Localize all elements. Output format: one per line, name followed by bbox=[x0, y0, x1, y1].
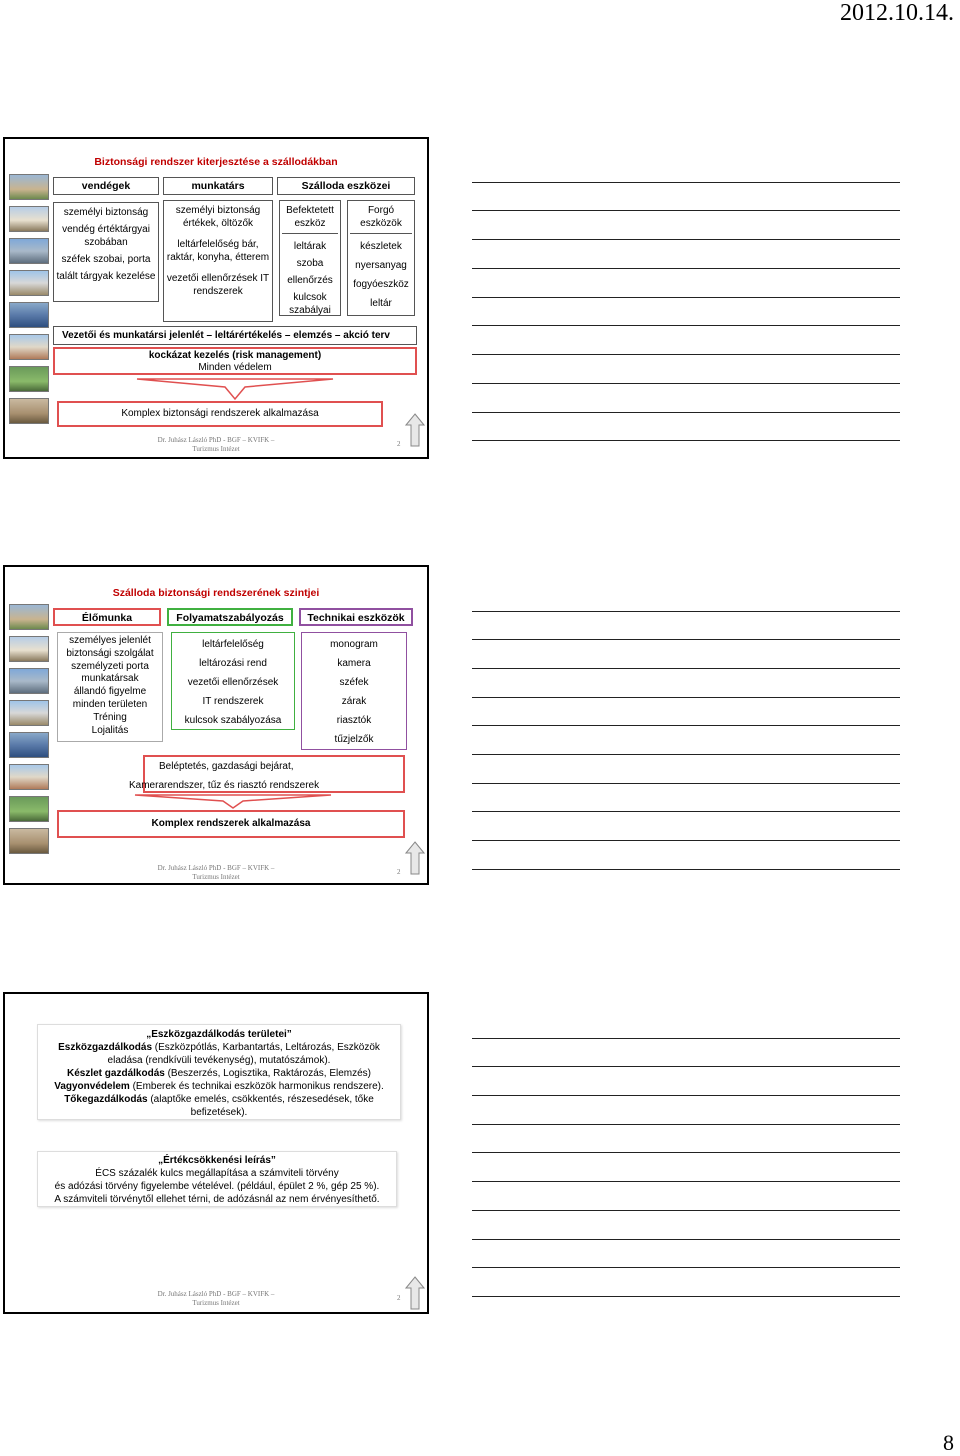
slide-number: 2 bbox=[397, 1294, 401, 1302]
fixed-assets-column bbox=[279, 200, 341, 316]
slide-footer bbox=[5, 436, 427, 454]
fixed-assets-line: szoba bbox=[296, 258, 324, 269]
notes-line bbox=[472, 1239, 900, 1240]
slide-footer bbox=[5, 1290, 427, 1308]
risk-subtitle: Minden védelem bbox=[198, 362, 272, 373]
slide-footer bbox=[5, 864, 427, 882]
notes-line bbox=[472, 412, 900, 413]
header-guests: vendégek bbox=[53, 177, 159, 195]
notes-line bbox=[472, 668, 900, 669]
term: Vagyonvédelem bbox=[54, 1081, 130, 1092]
guests-column bbox=[53, 202, 159, 302]
process-line: leltározási rend bbox=[199, 658, 267, 669]
panel-paragraph bbox=[44, 1041, 394, 1067]
entry-line: Beléptetés, gazdasági bejárat, bbox=[159, 761, 294, 772]
live-work-line: munkatársak bbox=[81, 673, 139, 685]
header-technical-tools: Technikai eszközök bbox=[299, 608, 413, 626]
notes-line bbox=[472, 1124, 900, 1125]
slide-security-levels bbox=[3, 565, 429, 885]
live-work-line: Tréning bbox=[93, 711, 127, 723]
staff-line: vezetői ellenőrzések IT rendszerek bbox=[166, 273, 270, 297]
term-description: (Emberek és technikai eszközök harmonikus rendszere). bbox=[129, 1081, 384, 1092]
current-assets-column bbox=[347, 200, 415, 316]
notes-line bbox=[472, 811, 900, 812]
live-work-line: minden területen bbox=[72, 698, 148, 710]
process-line: kulcsok szabályozása bbox=[184, 715, 282, 726]
term-description: (Beszerzés, Logisztika, Raktározás, Elemzés) bbox=[164, 1068, 371, 1079]
current-assets-line: leltár bbox=[370, 298, 392, 309]
notes-line bbox=[472, 1296, 900, 1297]
term: Eszközgazdálkodás bbox=[58, 1042, 153, 1053]
notes-line bbox=[472, 440, 900, 441]
notes-line bbox=[472, 268, 900, 269]
current-assets-line: fogyóeszköz bbox=[353, 279, 409, 290]
document-date: 2012.10.14. bbox=[840, 0, 954, 26]
technical-tools-column bbox=[301, 632, 407, 750]
slide-security-extension bbox=[3, 137, 429, 459]
panel-title: „Eszközgazdálkodás területei” bbox=[146, 1029, 292, 1040]
fixed-assets-line: leltárak bbox=[293, 241, 327, 252]
complex-systems-box: Komplex biztonsági rendszerek alkalmazása bbox=[57, 401, 383, 427]
header-staff: munkatárs bbox=[163, 177, 273, 195]
staff-line: leltárfelelőség bár, raktár, konyha, étterem bbox=[166, 239, 270, 263]
hotel-photo bbox=[9, 668, 49, 694]
term-description: (alaptőke emelés, csökkentés, részesedések, tőke befizetések). bbox=[147, 1094, 374, 1118]
panel-line: ÉCS százalék kulcs megállapítása a számviteli törvény bbox=[95, 1168, 339, 1179]
notes-line bbox=[472, 1210, 900, 1211]
technical-line: zárak bbox=[341, 696, 367, 707]
hotel-photo bbox=[9, 636, 49, 662]
process-line: vezetői ellenőrzések bbox=[187, 677, 279, 688]
slide-number: 2 bbox=[397, 440, 401, 448]
hotel-photo bbox=[9, 700, 49, 726]
notes-line bbox=[472, 840, 900, 841]
page-number: 8 bbox=[943, 1430, 954, 1455]
hotel-photo bbox=[9, 796, 49, 822]
hotel-photo bbox=[9, 828, 49, 854]
process-control-column bbox=[171, 632, 295, 730]
notes-line bbox=[472, 1038, 900, 1039]
footer-author: Dr. Juhász László PhD - BGF – KVIFK – bbox=[157, 864, 275, 872]
footer-institute: Turizmus Intézet bbox=[192, 873, 240, 881]
live-work-line: állandó figyelme bbox=[73, 686, 147, 698]
funnel-arrow bbox=[133, 793, 333, 809]
depreciation-panel bbox=[37, 1151, 397, 1207]
panel-paragraph bbox=[44, 1093, 394, 1119]
entry-systems-box bbox=[129, 755, 405, 793]
presence-bar: Vezetői és munkatársi jelenlét – leltárértékelés – elemzés – akció terv bbox=[53, 326, 417, 345]
technical-line: kamera bbox=[337, 658, 371, 669]
notes-line bbox=[472, 325, 900, 326]
current-assets-header: Forgó eszközök bbox=[350, 204, 412, 234]
current-assets-line: készletek bbox=[360, 241, 402, 252]
notes-line bbox=[472, 611, 900, 612]
hotel-photo bbox=[9, 732, 49, 758]
hotel-photo bbox=[9, 174, 49, 200]
guests-line: talált tárgyak kezelése bbox=[56, 271, 156, 282]
notes-line bbox=[472, 725, 900, 726]
guests-line: személyi biztonság bbox=[63, 207, 149, 218]
hotel-photo bbox=[9, 398, 49, 424]
header-hotel-assets: Szálloda eszközei bbox=[277, 177, 415, 195]
live-work-column bbox=[57, 632, 163, 742]
notes-line bbox=[472, 383, 900, 384]
hotel-photo-strip bbox=[9, 174, 51, 430]
staff-column bbox=[163, 200, 273, 322]
panel-line: A számviteli törvénytől ellehet térni, de adózásnál az nem érvényesíthető. bbox=[54, 1194, 380, 1205]
term-description: (Eszközpótlás, Karbantartás, Leltározás, Eszközök eladása (rendkívüli tevékenység), mutatószámok). bbox=[107, 1042, 380, 1066]
hotel-photo bbox=[9, 334, 49, 360]
hotel-photo bbox=[9, 302, 49, 328]
footer-institute: Turizmus Intézet bbox=[192, 1299, 240, 1307]
notes-line bbox=[472, 697, 900, 698]
guests-line: széfek szobai, porta bbox=[61, 254, 151, 265]
panel-paragraph bbox=[44, 1080, 394, 1093]
term: Készlet gazdálkodás bbox=[67, 1068, 165, 1079]
fixed-assets-line: kulcsok szabályai bbox=[289, 292, 331, 316]
process-line: IT rendszerek bbox=[202, 696, 264, 707]
panel-paragraph bbox=[44, 1067, 394, 1080]
notes-line bbox=[472, 1181, 900, 1182]
up-arrow-icon bbox=[405, 1276, 425, 1310]
footer-author: Dr. Juhász László PhD - BGF – KVIFK – bbox=[157, 436, 275, 444]
header-live-work: Élőmunka bbox=[53, 608, 161, 626]
guests-line: vendég értéktárgyai szobában bbox=[62, 224, 150, 248]
complex-systems-box: Komplex rendszerek alkalmazása bbox=[57, 810, 405, 838]
entry-line: Kamerarendszer, tűz és riasztó rendszerek bbox=[129, 780, 320, 791]
hotel-photo bbox=[9, 238, 49, 264]
notes-line bbox=[472, 783, 900, 784]
up-arrow-icon bbox=[405, 841, 425, 875]
header-process-control: Folyamatszabályozás bbox=[167, 608, 293, 626]
notes-line bbox=[472, 1152, 900, 1153]
slide-asset-management bbox=[3, 992, 429, 1314]
live-work-line: személyzeti porta bbox=[71, 660, 149, 672]
hotel-photo bbox=[9, 604, 49, 630]
notes-line bbox=[472, 354, 900, 355]
fixed-assets-line: ellenőrzés bbox=[287, 275, 333, 286]
current-assets-line: nyersanyag bbox=[355, 260, 407, 271]
live-work-line: Lojalitás bbox=[91, 724, 129, 736]
hotel-photo bbox=[9, 764, 49, 790]
fixed-assets-header: Befektetett eszköz bbox=[282, 204, 338, 234]
panel-title: „Értékcsökkenési leírás” bbox=[158, 1155, 276, 1166]
slide-title: Biztonsági rendszer kiterjesztése a szállodákban bbox=[94, 156, 338, 168]
technical-line: tűzjelzők bbox=[334, 734, 374, 745]
hotel-photo-strip bbox=[9, 604, 51, 860]
risk-title: kockázat kezelés (risk management) bbox=[148, 350, 322, 361]
live-work-line: személyes jelenlét bbox=[69, 635, 151, 646]
notes-line bbox=[472, 639, 900, 640]
up-arrow-icon bbox=[405, 413, 425, 447]
funnel-arrow bbox=[135, 377, 335, 401]
notes-line bbox=[472, 754, 900, 755]
notes-line bbox=[472, 1095, 900, 1096]
technical-line: monogram bbox=[330, 639, 378, 650]
slide-title: Szálloda biztonsági rendszerének szintjei bbox=[112, 587, 320, 599]
asset-management-panel bbox=[37, 1024, 401, 1120]
term: Tőkegazdálkodás bbox=[64, 1094, 148, 1105]
risk-management-box bbox=[53, 347, 417, 375]
technical-line: riasztók bbox=[336, 715, 372, 726]
footer-institute: Turizmus Intézet bbox=[192, 445, 240, 453]
slide-number: 2 bbox=[397, 868, 401, 876]
notes-line bbox=[472, 239, 900, 240]
hotel-photo bbox=[9, 270, 49, 296]
process-line: leltárfelelőség bbox=[202, 639, 264, 650]
technical-line: széfek bbox=[339, 677, 369, 688]
notes-line bbox=[472, 1267, 900, 1268]
notes-line bbox=[472, 210, 900, 211]
footer-author: Dr. Juhász László PhD - BGF – KVIFK – bbox=[157, 1290, 275, 1298]
panel-line: és adózási törvény figyelembe vételével. (például, épület 2 %, gép 25 %). bbox=[54, 1181, 380, 1192]
notes-line bbox=[472, 869, 900, 870]
live-work-line: biztonsági szolgálat bbox=[66, 647, 154, 659]
staff-line: személyi biztonság értékek, öltözők bbox=[175, 205, 261, 229]
hotel-photo bbox=[9, 366, 49, 392]
notes-line bbox=[472, 182, 900, 183]
notes-line bbox=[472, 297, 900, 298]
notes-line bbox=[472, 1066, 900, 1067]
hotel-photo bbox=[9, 206, 49, 232]
